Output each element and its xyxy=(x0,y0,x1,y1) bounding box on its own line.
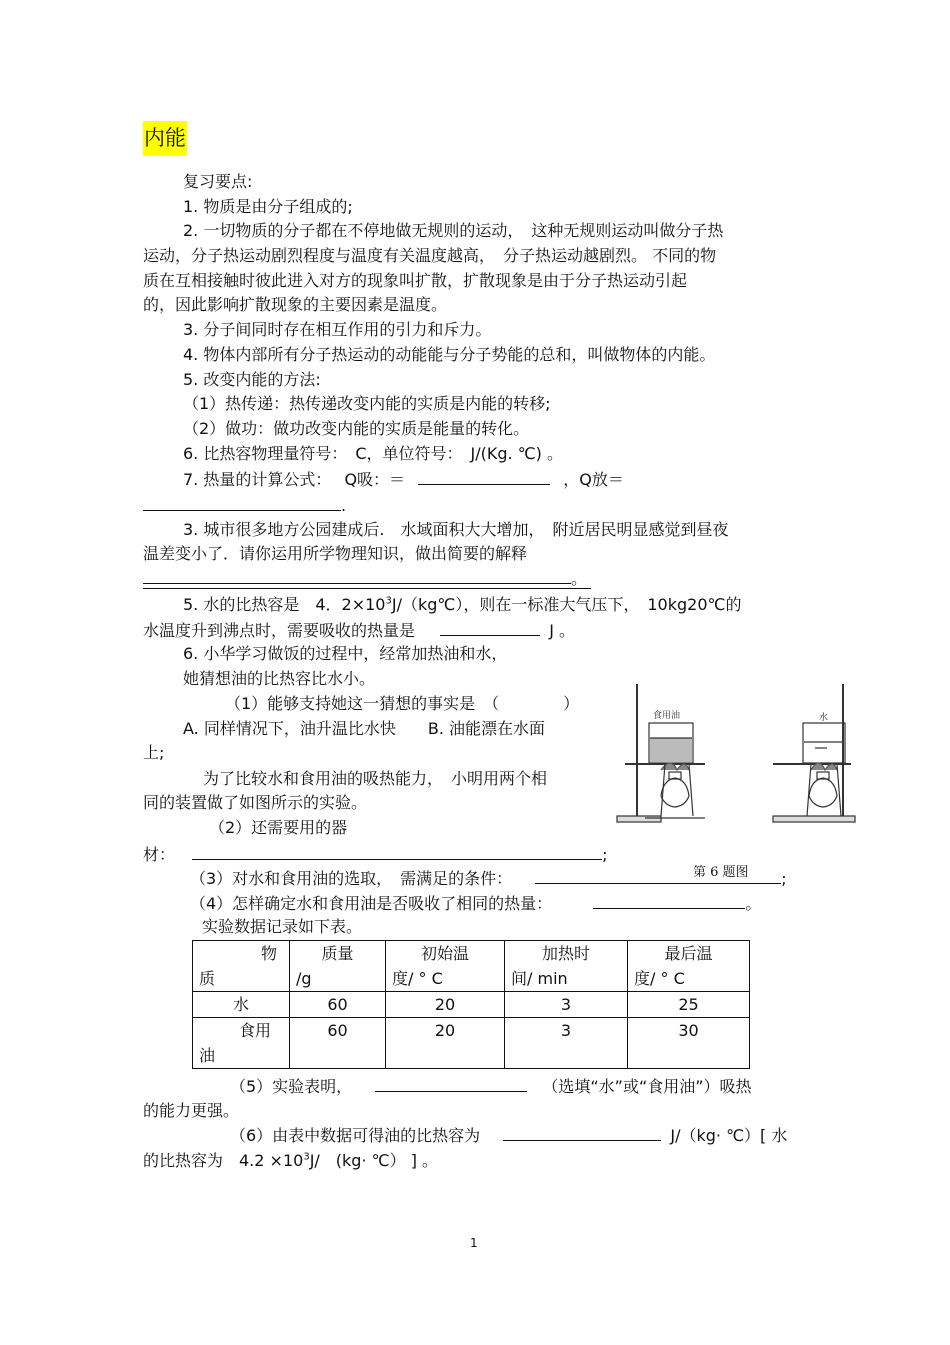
q5-line1 xyxy=(183,594,741,616)
q6-option-a: A. 同样情况下，油升温比水快 B. 油能漂在水面 xyxy=(183,719,545,738)
cell-mass: 60 xyxy=(290,992,386,1018)
q6-sub3-label: （3）对水和食用油的选取， 需满足的条件： xyxy=(190,869,513,888)
q6-sub1: （1）能够支持她这一猜想的事实是 （ ） xyxy=(225,694,580,713)
cell-initial-temp: 20 xyxy=(386,992,505,1018)
q3-line2: 温差变小了．请你运用所学物理知识，做出简要的解释 xyxy=(143,544,528,563)
header-final-temp-l1: 最后温 xyxy=(664,944,713,963)
left-base xyxy=(617,816,661,822)
table-row xyxy=(193,992,750,1018)
page-number: 1 xyxy=(470,1236,478,1250)
q5-text-b: J/（kg℃），则在一标准大气压下， 10kg20℃的 xyxy=(391,595,742,614)
q6-sub4-label: （4）怎样确定水和食用油是否吸收了相同的热量： xyxy=(190,894,553,913)
formula-q-absorb-label: 7. 热量的计算公式： Q吸：＝ xyxy=(183,470,406,489)
left-oil-liquid xyxy=(650,738,692,762)
cell-substance-l1: 食用 xyxy=(238,1021,271,1040)
q6-sub6-superscript: 3 xyxy=(303,1151,310,1163)
q6-sub6-unit: J/（kg· ℃）[ 水 xyxy=(670,1126,788,1145)
q5-line2 xyxy=(143,619,575,642)
q6-sub4-end: 。 xyxy=(745,894,762,913)
q6-sub6 xyxy=(230,1124,787,1147)
cell-substance xyxy=(193,1018,290,1069)
q6-option-a-cont: 上; xyxy=(143,743,165,762)
table-row xyxy=(193,1018,750,1069)
review-point-6: 6. 比热容物理量符号： C，单位符号： J/(Kg. ℃) 。 xyxy=(183,444,563,463)
q6-sub5-hint: （选填“水”或“食用油”）吸热 xyxy=(542,1077,752,1096)
q6-sub4 xyxy=(190,892,761,915)
q6-table-intro: 实验数据记录如下表。 xyxy=(202,917,363,936)
review-point-5: 5. 改变内能的方法: xyxy=(183,370,321,389)
q6-sub2-end: ; xyxy=(602,845,608,864)
q6-sub4-blank[interactable] xyxy=(593,892,745,909)
page-title: 内能 xyxy=(143,121,187,156)
q6-sub2-label: 材： xyxy=(143,845,176,864)
header-substance-l1: 物 xyxy=(260,944,277,963)
figure-caption: 第 6 题图 xyxy=(693,865,749,880)
header-mass xyxy=(290,941,386,992)
review-point-5b: （2）做功：做功改变内能的实质是能量的转化。 xyxy=(183,419,530,438)
header-initial-temp xyxy=(386,941,505,992)
q6-sub2-blank[interactable] xyxy=(192,843,602,860)
q6-sub5 xyxy=(230,1075,752,1098)
q6-experiment-line2: 同的装置做了如图所示的实验。 xyxy=(143,793,368,812)
q3-divider xyxy=(143,588,591,589)
q6-sub2-line2 xyxy=(143,843,608,866)
review-point-2-line2: 运动，分子热运动剧烈程度与温度有关温度越高， 分子热运动越剧烈。 不同的物 xyxy=(143,246,717,265)
figure-background xyxy=(605,676,860,838)
q5-text-c: 水温度升到沸点时，需要吸收的热量是 xyxy=(143,621,416,640)
q6-sub2-line1: （2）还需要用的器 xyxy=(209,818,348,837)
review-point-7 xyxy=(183,468,624,491)
header-heating-time-l1: 加热时 xyxy=(541,944,590,963)
q6-sub6-line2 xyxy=(143,1150,438,1172)
cell-mass: 60 xyxy=(290,1018,386,1069)
experiment-table xyxy=(192,940,750,1069)
review-point-2-line4: 的，因此影响扩散现象的主要因素是温度。 xyxy=(143,295,448,314)
formula-q-absorb-blank[interactable] xyxy=(418,468,550,485)
q3-answer-blank[interactable] xyxy=(143,567,571,584)
cell-heating-time: 3 xyxy=(505,1018,628,1069)
q6-sub6-text-b: J/ (kg· ℃） ] 。 xyxy=(309,1151,439,1170)
right-base xyxy=(773,816,855,822)
q3-line1: 3. 城市很多地方公园建成后. 水域面积大大增加， 附近居民明显感觉到昼夜 xyxy=(183,520,729,539)
formula-end-mark: . xyxy=(341,496,347,515)
review-heading: 复习要点: xyxy=(183,172,253,191)
q6-sub6-text-a: 的比热容为 4.2 ×10 xyxy=(143,1151,304,1170)
header-heating-time-l2: 间/ min xyxy=(511,969,568,988)
q5-answer-blank[interactable] xyxy=(440,619,540,636)
q6-sub3-end: ; xyxy=(781,869,787,888)
header-mass-l1: 质量 xyxy=(321,944,354,963)
cell-final-temp: 30 xyxy=(628,1018,750,1069)
cell-final-temp: 25 xyxy=(628,992,750,1018)
q6-sub5-blank[interactable] xyxy=(375,1075,527,1092)
cell-substance-l2: 油 xyxy=(199,1046,216,1065)
q6-line1: 6. 小华学习做饭的过程中，经常加热油和水， xyxy=(183,644,508,663)
q6-sub6-blank[interactable] xyxy=(503,1124,661,1141)
q5-text-a: 5. 水的比热容是 4．2×10 xyxy=(183,595,386,614)
figure-label-water: 水 xyxy=(819,712,829,722)
figure-label-oil: 食用油 xyxy=(653,710,681,720)
table-header-row xyxy=(193,941,750,992)
header-substance-l2: 质 xyxy=(199,969,216,988)
header-substance xyxy=(193,941,290,992)
experiment-figure xyxy=(605,676,860,838)
header-final-temp xyxy=(628,941,750,992)
q3-answer-line xyxy=(143,567,587,590)
review-point-4: 4. 物体内部所有分子热运动的动能能与分子势能的总和，叫做物体的内能。 xyxy=(183,345,716,364)
cell-initial-temp: 20 xyxy=(386,1018,505,1069)
header-final-temp-l2: 度/ ° C xyxy=(634,969,685,988)
review-point-3: 3. 分子间同时存在相互作用的引力和斥力。 xyxy=(183,320,492,339)
formula-q-release-blank[interactable] xyxy=(143,494,341,511)
header-heating-time xyxy=(505,941,628,992)
header-initial-temp-l1: 初始温 xyxy=(420,944,469,963)
cell-substance: 水 xyxy=(193,992,290,1018)
review-point-5a: （1）热传递：热传递改变内能的实质是内能的转移; xyxy=(183,394,551,413)
review-point-2-line1: 2. 一切物质的分子都在不停地做无规则的运动， 这种无规则运动叫做分子热 xyxy=(183,221,724,240)
formula-q-release-line xyxy=(143,494,346,517)
review-point-1: 1. 物质是由分子组成的; xyxy=(183,197,353,216)
review-point-2-line3: 质在互相接触时彼此进入对方的现象叫扩散，扩散现象是由于分子热运动引起 xyxy=(143,271,688,290)
header-mass-l2: /g xyxy=(296,969,312,988)
q6-sub5-line2: 的能力更强。 xyxy=(143,1101,240,1120)
formula-q-release-label: ，Q放＝ xyxy=(563,470,624,489)
q3-end-mark: 。 xyxy=(571,569,588,588)
q6-sub5-label: （5）实验表明， xyxy=(230,1077,353,1096)
header-initial-temp-l2: 度/ ° C xyxy=(392,969,443,988)
q6-experiment-line1: 为了比较水和食用油的吸热能力， 小明用两个相 xyxy=(203,769,548,788)
cell-heating-time: 3 xyxy=(505,992,628,1018)
q6-sub6-label: （6）由表中数据可得油的比热容为 xyxy=(230,1126,481,1145)
q5-unit: J 。 xyxy=(549,621,576,640)
q5-superscript: 3 xyxy=(385,595,392,607)
q6-line2: 她猜想油的比热容比水小。 xyxy=(183,669,376,688)
